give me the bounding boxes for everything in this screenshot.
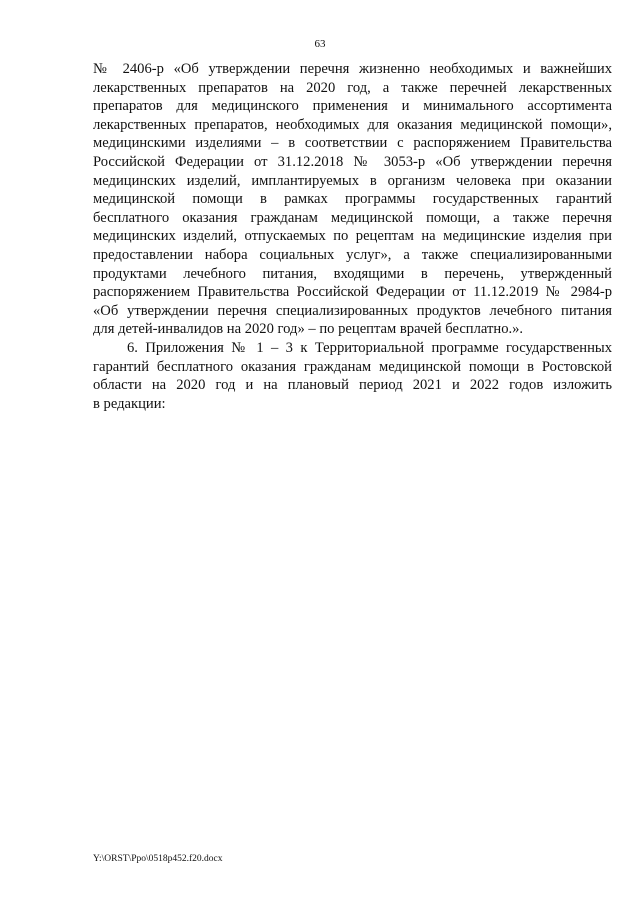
text-line: медицинских изделий, отпускаемых по рецептам на медицинские изделия при (93, 228, 612, 245)
text-line: препаратов для медицинского применения и минимального ассортимента (93, 98, 612, 115)
page-number: 63 (314, 38, 326, 50)
text-line: для детей-инвалидов на 2020 год» – по рецептам врачей бесплатно.». (93, 321, 524, 338)
text-line: медицинской помощи в рамках программы государственных гарантий (93, 191, 612, 208)
text-line: № 2406-р «Об утверждении перечня жизненно необходимых и важнейших (93, 61, 612, 77)
paragraph-continuation (93, 60, 612, 339)
text-line: распоряжением Правительства Российской Федерации от 11.12.2019 № 2984-р (93, 284, 612, 301)
text-line: лекарственных препаратов на 2020 год, а также перечней лекарственных (93, 79, 612, 96)
file-path-footer: Y:\ORST\Ppo\0518p452.f20.docx (93, 854, 223, 864)
text-line: в редакции: (93, 395, 166, 412)
text-line: Российской Федерации от 31.12.2018 № 3053-р «Об утверждении перечня (93, 153, 612, 170)
text-line: медицинскими изделиями – в соответствии с распоряжением Правительства (93, 135, 612, 152)
text-line: медицинских изделий, имплантируемых в организм человека при оказании (93, 172, 612, 189)
text-line: предоставлении набора социальных услуг», а также специализированными (93, 246, 612, 263)
text-line: продуктами лечебного питания, входящими в перечень, утвержденный (93, 265, 612, 282)
text-line: «Об утверждении перечня специализированных продуктов лечебного питания (93, 302, 612, 319)
text-line: бесплатного оказания гражданам медицинской помощи, а также перечня (93, 209, 612, 226)
text-line: гарантий бесплатного оказания гражданам медицинской помощи в Ростовской (93, 358, 612, 375)
paragraph-item-6 (93, 339, 612, 413)
text-line: 6. Приложения № 1 – 3 к Территориальной программе государственных (127, 339, 612, 356)
document-body (93, 60, 612, 413)
text-line: лекарственных препаратов, необходимых для оказания медицинской помощи», (93, 116, 612, 133)
text-line: области на 2020 год и на плановый период 2021 и 2022 годов изложить (93, 377, 612, 394)
